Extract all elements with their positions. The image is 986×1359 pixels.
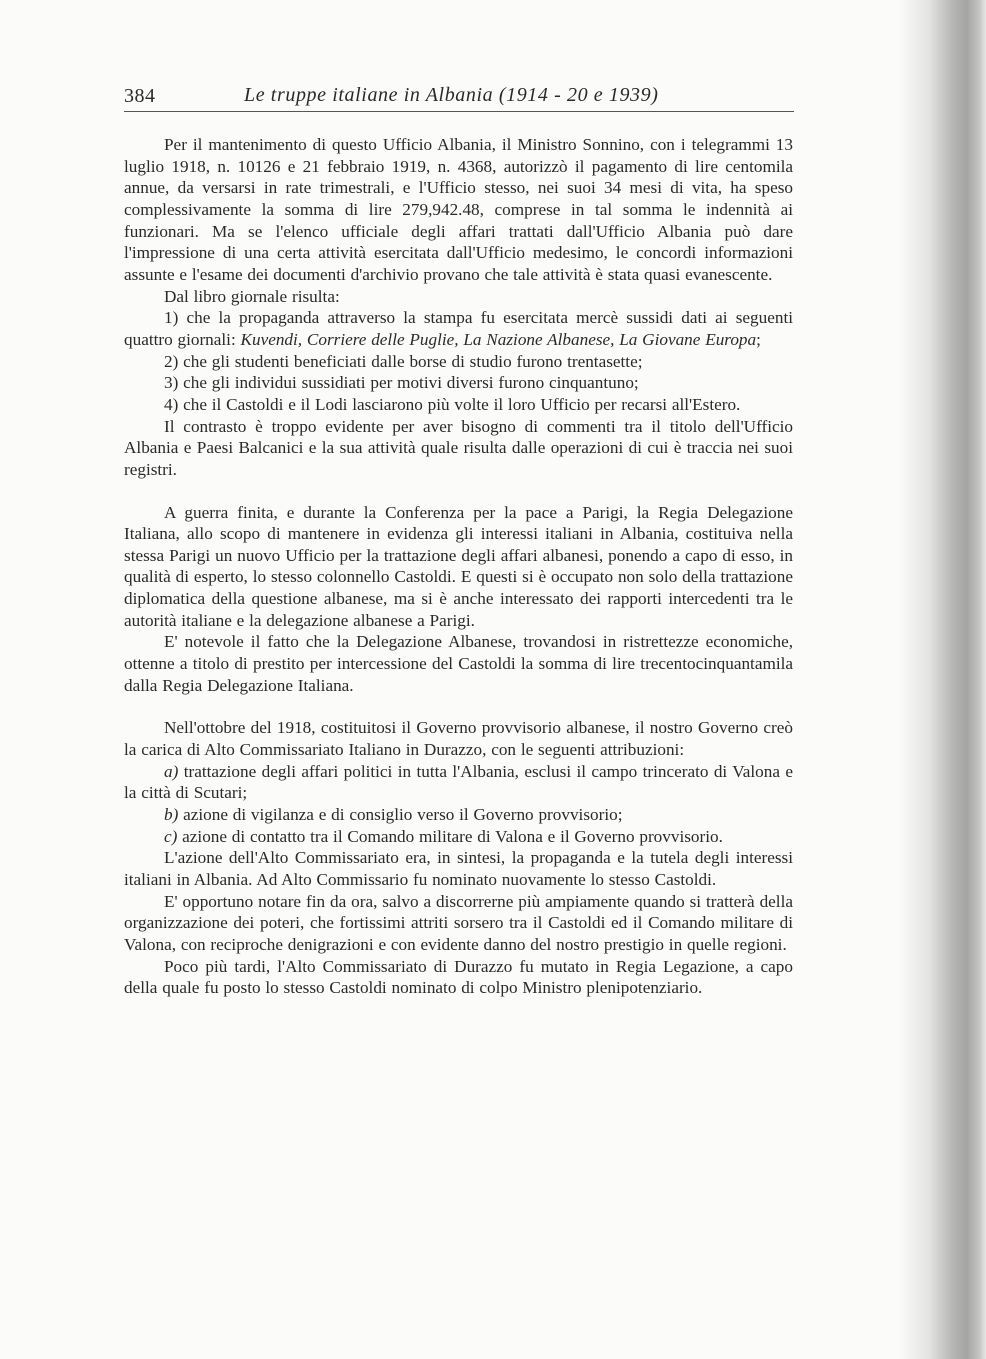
item-text: trattazione degli affari politici in tutta l'Albania, esclusi il campo trincerato di Valona e la città di Scutari; — [124, 761, 793, 803]
item-text: 1) che la propaganda attraverso la stampa fu esercitata mercè sussidi dati ai seguenti quattro giornali: — [124, 308, 793, 349]
paragraph: Il contrasto è troppo evidente per aver bisogno di commenti tra il titolo dell'Ufficio Albania e Paesi Balcanici e la sua attività quale risulta dalle operazioni di cui è traccia nei suoi registri. — [124, 416, 793, 479]
list-item: 2) che gli studenti beneficiati dalle borse di studio furono trentasette; — [164, 351, 643, 371]
list-item: 4) che il Castoldi e il Lodi lasciarono più volte il loro Ufficio per recarsi all'Estero. — [164, 394, 741, 414]
list-item — [124, 826, 793, 848]
list-item: 3) che gli individui sussidiati per motivi diversi furono cinquantuno; — [164, 373, 639, 393]
paragraph: L'azione dell'Alto Commissariato era, in sintesi, la propaganda e la tutela degli interessi italiani in Albania. Ad Alto Commissario fu nominato nuovamente lo stesso Castoldi. — [124, 848, 793, 889]
list-item — [124, 804, 793, 826]
item-letter: c) — [164, 826, 178, 846]
paragraph: Poco più tardi, l'Alto Commissariato di Durazzo fu mutato in Regia Legazione, a capo della quale fu posto lo stesso Castoldi nominato di colpo Ministro plenipotenziario. — [124, 956, 793, 998]
paragraph: A guerra finita, e durante la Conferenza per la pace a Parigi, la Regia Delegazione Italiana, allo scopo di mantenere in evidenza gli interessi italiani in Albania, costituiva nella stessa Parigi un nuovo Ufficio per la trattazione degli affari albanesi, ponendo a capo di esso, in qualità di esperto, lo stesso colonnello Castoldi. E questi si è occupato non solo della trattazione diplomatica della questione albanese, ma si è anche interessato dei rapporti intercedenti tra le autorità italiane e la delegazione albanese a Parigi. — [124, 502, 793, 630]
running-title: Le truppe italiane in Albania (1914 - 20 e 1939) — [244, 84, 659, 106]
page-header — [124, 83, 794, 112]
item-text: azione di contatto tra il Comando militare di Valona e il Governo provvisorio. — [177, 826, 723, 846]
item-text: azione di vigilanza e di consiglio verso il Governo provvisorio; — [178, 805, 623, 825]
page-number: 384 — [124, 85, 156, 107]
paragraph: Nell'ottobre del 1918, costituitosi il Governo provvisorio albanese, il nostro Governo creò la carica di Alto Commissariato Italiano in Durazzo, con le seguenti attribuzioni: — [124, 718, 793, 760]
newspaper-names: Kuvendi, Corriere delle Puglie, La Nazione Albanese, La Giovane Europa — [240, 329, 757, 349]
paragraph: E' opportuno notare fin da ora, salvo a discorrerne più ampiamente quando si tratterà della organizzazione dei poteri, che fortissimi attriti sorsero tra il Castoldi ed il Comando militare di Valona, con reciproche denigrazioni e con evidente danno del nostro prestigio in quelle regioni. — [124, 891, 793, 954]
list-item — [124, 307, 793, 350]
paragraph: E' notevole il fatto che la Delegazione Albanese, trovandosi in ristrettezze economiche, ottenne a titolo di prestito per intercessione del Castoldi la somma di lire trecentocinquantamila dalla Regia Delegazione Italiana. — [124, 632, 793, 695]
item-letter: b) — [164, 805, 179, 825]
item-suffix: ; — [756, 329, 761, 349]
paragraph: Dal libro giornale risulta: — [164, 286, 340, 306]
page-body — [124, 134, 793, 999]
paragraph: Per il mantenimento di questo Ufficio Albania, il Ministro Sonnino, con i telegrammi 13 luglio 1918, n. 10126 e 21 febbraio 1919, n. 4368, autorizzò il pagamento di lire centomila annue, da versarsi in rate trimestrali, e l'Ufficio stesso, nei suoi 34 mesi di vita, ha speso complessivamente la somma di lire 279,942.48, comprese in tal somma le indennità ai funzionari. Ma se l'elenco ufficiale degli affari trattati dall'Ufficio Albania può dare l'impressione di una certa attività esercitata dall'Ufficio medesimo, le concordi informazioni assunte e l'esame dei documenti d'archivio provano che tale attività è stata quasi evanescente. — [124, 135, 793, 284]
list-item — [124, 761, 793, 804]
item-letter: a) — [164, 761, 179, 781]
scan-edge-shadow — [898, 0, 986, 1359]
